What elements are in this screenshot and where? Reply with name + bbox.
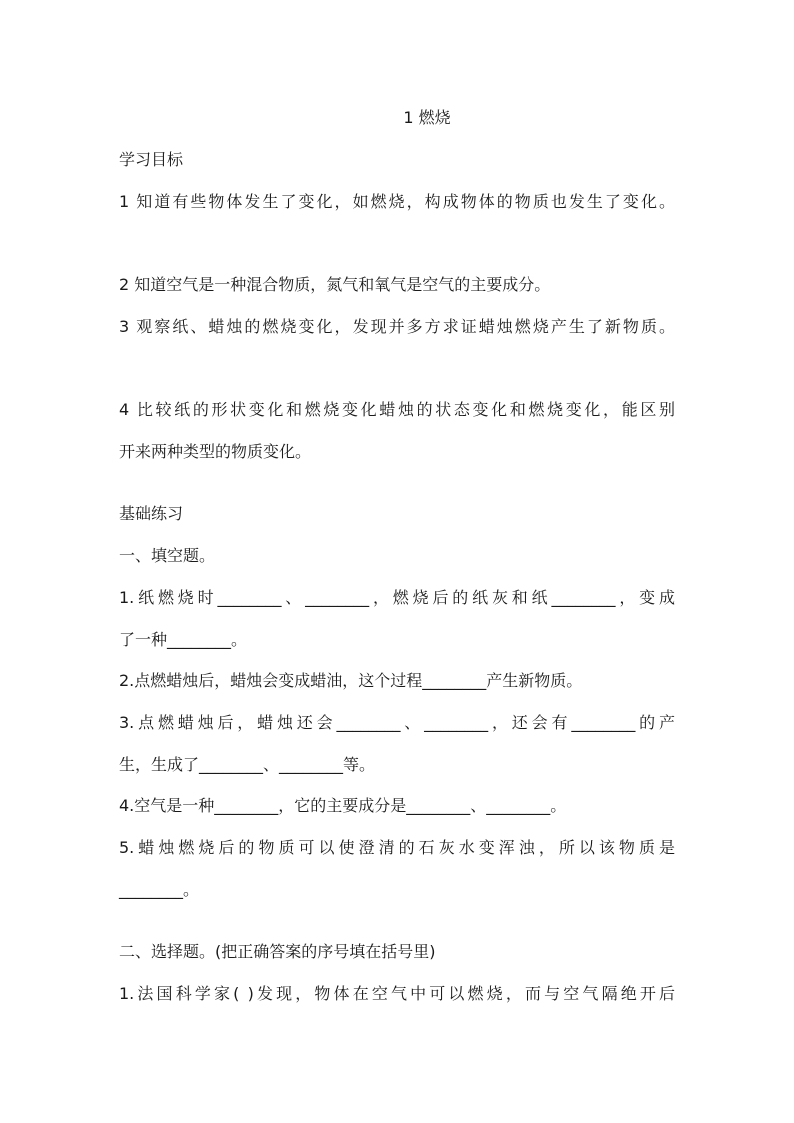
fill-line-4: 3.点燃蜡烛后，蜡烛还会________、________，还会有________的产 (119, 713, 675, 732)
page-title: 1 燃烧 (403, 108, 451, 127)
objective-4-cont: 开来两种类型的物质变化。 (119, 442, 312, 461)
fill-line-8: ________。 (119, 880, 200, 899)
fill-line-6: 4.空气是一种________，它的主要成分是________、________。 (119, 796, 567, 815)
fill-heading: 一、填空题。 (119, 546, 216, 565)
objective-2: 2 知道空气是一种混合物质，氮气和氧气是空气的主要成分。 (119, 275, 551, 294)
practice-heading: 基础练习 (119, 504, 184, 523)
choice-line-1: 1.法国科学家( )发现，物体在空气中可以燃烧，而与空气隔绝开后 (119, 984, 675, 1003)
fill-line-2: 了一种________。 (119, 630, 248, 649)
objective-3: 3 观察纸、蜡烛的燃烧变化，发现并多方求证蜡烛燃烧产生了新物质。 (119, 317, 675, 336)
objective-1: 1 知道有些物体发生了变化，如燃烧，构成物体的物质也发生了变化。 (119, 192, 675, 211)
fill-line-5: 生，生成了________、________等。 (119, 755, 376, 774)
objectives-heading: 学习目标 (119, 150, 184, 169)
objective-4: 4 比较纸的形状变化和燃烧变化蜡烛的状态变化和燃烧变化，能区别 (119, 400, 675, 419)
fill-line-3: 2.点燃蜡烛后，蜡烛会变成蜡油，这个过程________产生新物质。 (119, 671, 583, 690)
fill-line-1: 1.纸燃烧时________、________，燃烧后的纸灰和纸________，变成 (119, 588, 675, 607)
choice-heading: 二、选择题。(把正确答案的序号填在括号里) (119, 942, 436, 961)
fill-line-7: 5.蜡烛燃烧后的物质可以使澄清的石灰水变浑浊，所以该物质是 (119, 838, 675, 857)
